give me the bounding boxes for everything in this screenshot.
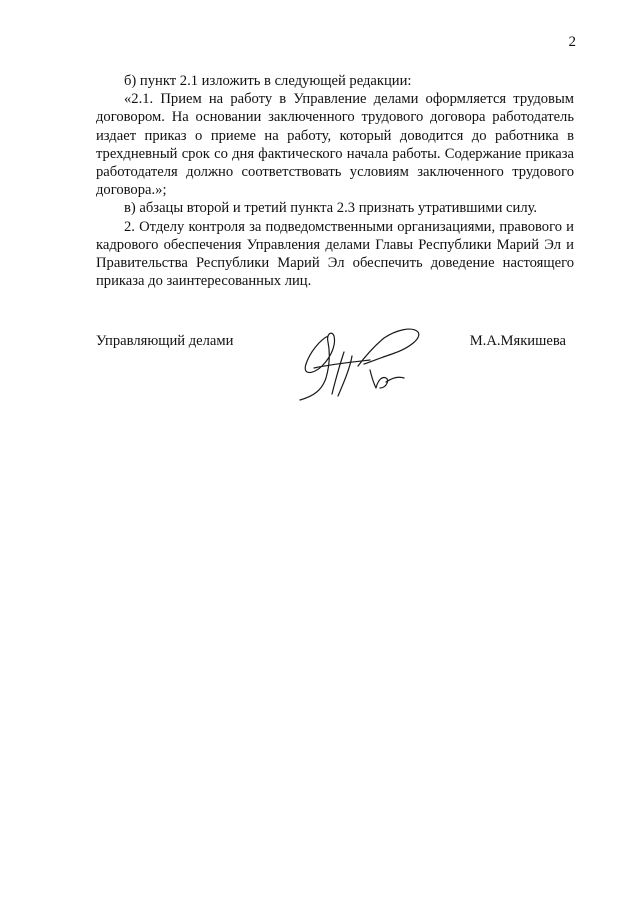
- paragraph-quote-2-1: «2.1. Прием на работу в Управление делами оформляется трудовым договором. На основании заключенного трудового договора работодатель издает приказ о приеме на работу, который доводится до работника в трехдневный срок со дня фактического начала работы. Содержание приказа работодателя должно соответствовать условиям заключенного трудового договора.»;: [96, 91, 574, 199]
- signer-title: Управляющий делами: [96, 333, 234, 349]
- paragraph-item-b: б) пункт 2.1 изложить в следующей редакции:: [124, 73, 412, 89]
- document-body: [96, 72, 574, 290]
- paragraph-item-2: 2. Отделу контроля за подведомственными организациями, правового и кадрового обеспечения Управления делами Главы Республики Марий Эл и Правительства Республики Марий Эл обеспечить доведение настоящего приказа до заинтересованных лиц.: [96, 218, 574, 290]
- paragraph-item-v: в) абзацы второй и третий пункта 2.3 признать утратившими силу.: [124, 200, 538, 217]
- signer-name: М.А.Мякишева: [469, 333, 566, 349]
- page-number: 2: [568, 34, 576, 50]
- handwritten-signature-icon: [292, 322, 424, 402]
